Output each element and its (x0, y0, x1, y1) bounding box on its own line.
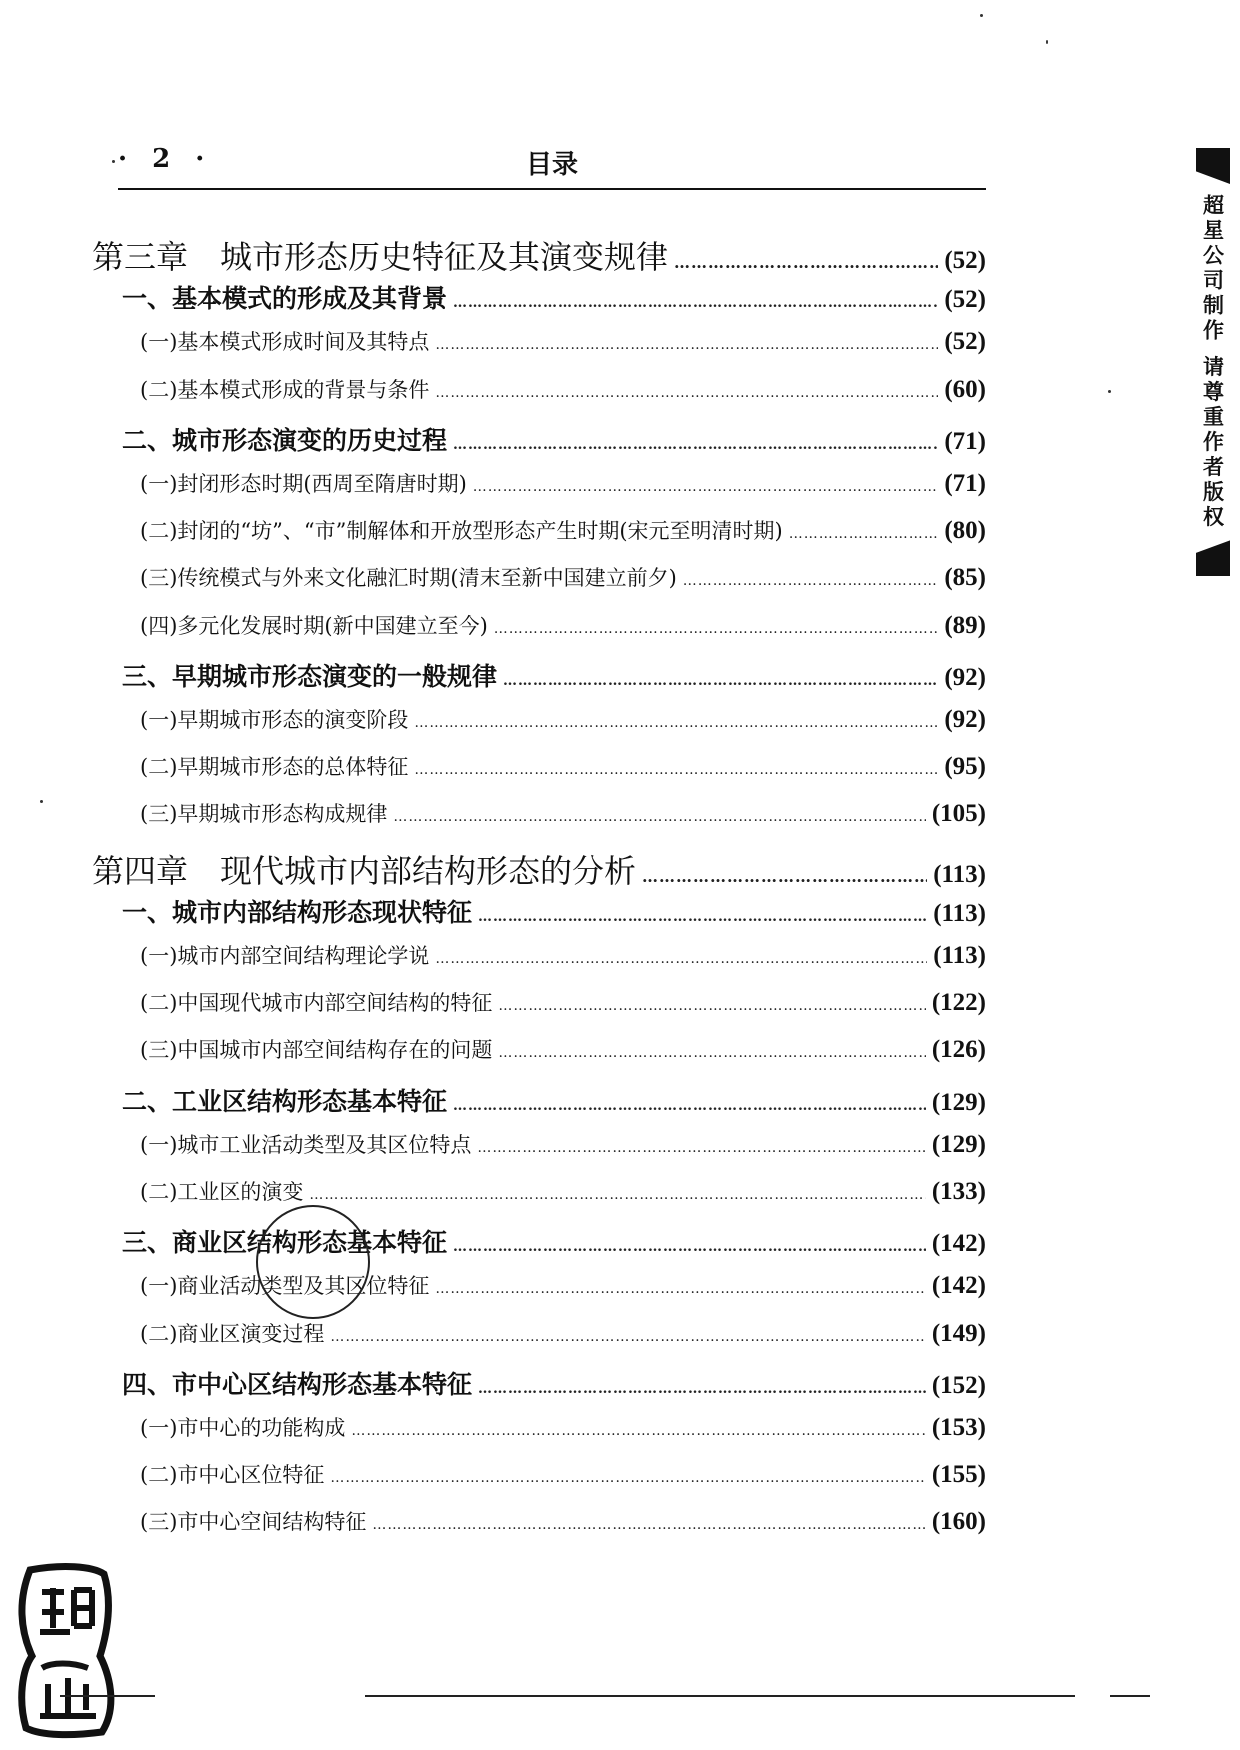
entry-title: (三)传统模式与外来文化融汇时期(清末至新中国建立前夕) (140, 566, 677, 591)
dot-leader (330, 1329, 925, 1345)
subsection-entry (140, 987, 986, 1017)
seal-stamp (12, 1560, 122, 1740)
entry-page-number: (92) (944, 706, 986, 733)
entry-page-number: (126) (931, 1036, 986, 1064)
entry-page-number: (52) (944, 328, 986, 356)
entry-title: 四、市中心区结构形态基本特征 (122, 1369, 473, 1399)
entry-title: 一、基本模式的形成及其背景 (122, 284, 448, 314)
header-rule (118, 188, 986, 190)
entry-title: (二)工业区的演变 (140, 1180, 304, 1204)
entry-title: (一)城市内部空间结构理论学说 (140, 944, 430, 968)
subsection-entry (140, 326, 986, 356)
circle-pen-mark (256, 1205, 370, 1319)
section-entry (122, 1365, 986, 1401)
entry-page-number: (85) (944, 564, 986, 592)
dot-leader (414, 762, 938, 778)
entry-page-number: (129) (931, 1088, 986, 1116)
subsection-entry (140, 610, 986, 640)
entry-title: 第四章 现代城市内部结构形态的分析 (92, 851, 637, 890)
scan-speck (980, 14, 983, 17)
subsection-entry (140, 1034, 986, 1064)
entry-page-number: (129) (931, 1130, 986, 1158)
section-entry (122, 279, 986, 315)
dot-leader (642, 867, 927, 886)
subsection-entry (140, 562, 986, 592)
entry-title: 三、商业区结构形态基本特征 (122, 1228, 448, 1258)
subsection-entry (140, 515, 986, 545)
dot-leader (503, 673, 938, 689)
entry-page-number: (160) (931, 1508, 986, 1536)
entry-page-number: (153) (931, 1414, 986, 1441)
entry-page-number: (52) (944, 247, 986, 274)
entry-title: (二)基本模式形成的背景与条件 (140, 377, 430, 402)
entry-title: 二、工业区结构形态基本特征 (122, 1086, 448, 1116)
dot-leader (351, 1423, 925, 1439)
subsection-entry (140, 940, 986, 970)
entry-title: (一)商业活动类型及其区位特征 (140, 1274, 430, 1299)
dot-leader (309, 1187, 925, 1203)
entry-page-number: (71) (944, 470, 986, 497)
dot-leader (453, 1239, 926, 1255)
copyright-strip (1193, 148, 1233, 608)
subsection-entry (140, 1412, 986, 1442)
entry-title: (二)中国现代城市内部空间结构的特征 (140, 991, 493, 1016)
entry-title: 一、城市内部结构形态现状特征 (122, 897, 473, 927)
entry-title: 二、城市形态演变的历史过程 (122, 425, 448, 455)
dot-leader (435, 385, 938, 401)
chapter-entry (92, 232, 986, 278)
footer-rule-left (60, 1695, 155, 1697)
entry-title: (二)市中心区位特征 (140, 1463, 325, 1488)
scan-speck (40, 800, 43, 803)
dot-leader (674, 253, 938, 272)
entry-title: (一)市中心的功能构成 (140, 1416, 346, 1440)
entry-title: 三、早期城市形态演变的一般规律 (122, 661, 498, 691)
scan-speck (112, 160, 115, 163)
subsection-entry (140, 751, 986, 781)
dot-leader (414, 715, 938, 731)
dot-leader (453, 295, 938, 311)
entry-page-number: (80) (944, 517, 986, 545)
dot-leader (435, 1281, 925, 1297)
entry-page-number: (71) (944, 427, 986, 455)
strip-bar-bottom (1196, 540, 1230, 576)
dot-leader (789, 526, 939, 542)
subsection-entry (140, 374, 986, 404)
entry-page-number: (113) (933, 899, 986, 927)
section-entry (122, 421, 986, 457)
dot-leader (473, 479, 939, 495)
chapter-entry (92, 846, 986, 892)
entry-title: (三)中国城市内部空间结构存在的问题 (140, 1038, 493, 1063)
dot-leader (494, 621, 939, 637)
section-entry (122, 657, 986, 693)
subsection-entry (140, 1176, 986, 1206)
subsection-entry (140, 1129, 986, 1159)
dot-leader (683, 573, 939, 589)
entry-title: 第三章 城市形态历史特征及其演变规律 (92, 238, 669, 276)
subsection-entry (140, 1318, 986, 1348)
entry-page-number: (122) (931, 989, 986, 1017)
entry-title: (四)多元化发展时期(新中国建立至今) (140, 613, 488, 638)
entry-page-number: (142) (931, 1272, 986, 1300)
page-title: 目录 (525, 150, 578, 180)
entry-page-number: (60) (944, 375, 986, 403)
entry-title: (一)基本模式形成时间及其特点 (140, 330, 430, 355)
entry-title: (三)市中心空间结构特征 (140, 1510, 367, 1535)
footer-rule-right (1110, 1695, 1150, 1697)
dot-leader (330, 1470, 925, 1486)
section-entry (122, 1223, 986, 1259)
entry-title: (一)早期城市形态的演变阶段 (140, 708, 409, 732)
dot-leader (478, 1381, 926, 1397)
entry-title: (三)早期城市形态构成规律 (140, 802, 388, 827)
entry-title: (一)城市工业活动类型及其区位特点 (140, 1132, 472, 1157)
dot-leader (453, 437, 938, 453)
dot-leader (498, 1045, 925, 1061)
subsection-entry (140, 468, 986, 498)
subsection-entry (140, 798, 986, 828)
entry-page-number: (152) (931, 1371, 986, 1399)
entry-page-number: (113) (933, 860, 986, 888)
strip-bar-top (1196, 148, 1230, 184)
entry-page-number: (155) (931, 1461, 986, 1489)
dot-leader (393, 809, 925, 825)
scan-speck (1046, 40, 1048, 44)
footer-rule (365, 1695, 1075, 1697)
section-entry (122, 1082, 986, 1118)
entry-page-number: (89) (944, 611, 986, 639)
entry-title: (二)封闭的“坊”、“市”制解体和开放型形态产生时期(宋元至明清时期) (140, 519, 783, 544)
subsection-entry (140, 1506, 986, 1536)
entry-title: (二)商业区演变过程 (140, 1321, 325, 1346)
subsection-entry (140, 1459, 986, 1489)
entry-page-number: (105) (931, 800, 986, 828)
entry-page-number: (113) (933, 942, 986, 969)
copyright-notice: 超星公司制作 请尊重作者版权 (1200, 194, 1226, 531)
page-header (118, 140, 986, 180)
entry-page-number: (95) (944, 753, 986, 781)
entry-page-number: (92) (944, 663, 986, 691)
entry-page-number: (149) (931, 1319, 986, 1347)
dot-leader (477, 1140, 925, 1156)
scan-speck (1108, 390, 1111, 393)
dot-leader (372, 1517, 925, 1533)
dot-leader (498, 998, 925, 1014)
dot-leader (478, 909, 927, 925)
entry-title: (一)封闭形态时期(西周至隋唐时期) (140, 472, 467, 496)
dot-leader (453, 1098, 926, 1114)
dot-leader (435, 337, 938, 353)
entry-page-number: (133) (931, 1178, 986, 1205)
section-entry (122, 893, 986, 929)
entry-title: (二)早期城市形态的总体特征 (140, 755, 409, 780)
entry-page-number: (52) (944, 286, 986, 314)
subsection-entry (140, 704, 986, 734)
page-number: · 2 · (118, 144, 213, 174)
entry-page-number: (142) (931, 1230, 986, 1258)
dot-leader (435, 951, 927, 967)
